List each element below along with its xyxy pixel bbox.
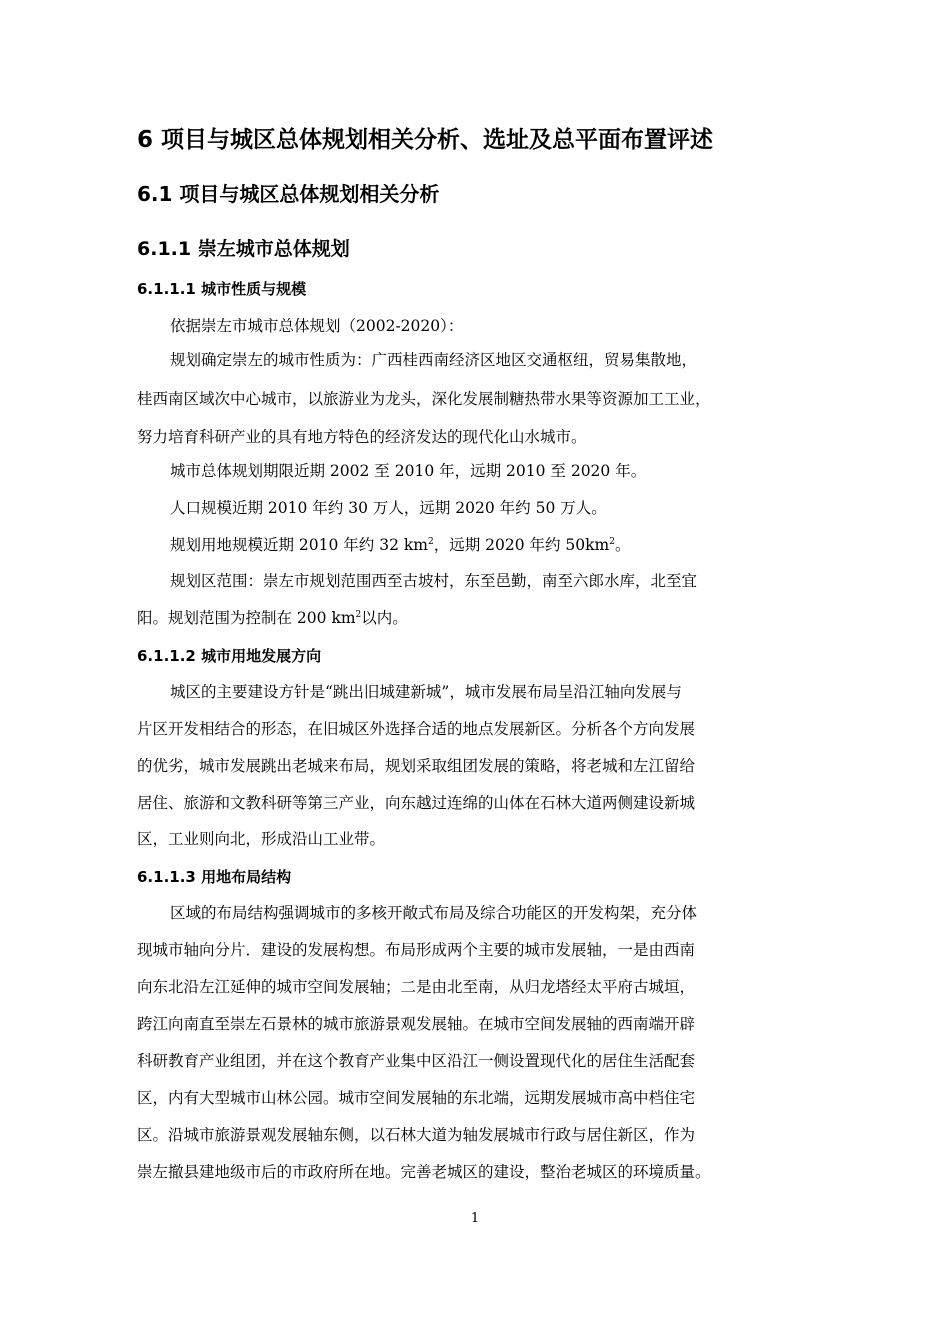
paragraph-line: 规划确定崇左的城市性质为：广西桂西南经济区地区交通枢纽，贸易集散地， [170,351,698,369]
page-number: 1 [470,1211,480,1226]
text-span: 。 [614,536,631,554]
paragraph-line: 区域的布局结构强调城市的多核开敞式布局及综合功能区的开发构架，充分体 [170,904,698,922]
paragraph-line: 跨江向南直至崇左石景林的城市旅游景观发展轴。在城市空间发展轴的西南端开辟 [137,1015,696,1033]
paragraph-line: 努力培育科研产业的具有地方特色的经济发达的现代化山水城市。 [137,428,587,446]
paragraph-line: 科研教育产业组团，并在这个教育产业集中区沿江一侧设置现代化的居住生活配套 [137,1052,696,1070]
paragraph-line: 居住、旅游和文教科研等第三产业，向东越过连绵的山体在石林大道两侧建设新城 [137,794,696,812]
chapter-heading: 6 项目与城区总体规划相关分析、选址及总平面布置评述 [137,127,714,153]
text-span: 以内。 [361,609,408,627]
text-span: 规划用地规模近期 2010 年约 32 km [170,536,428,554]
superscript: 2 [427,537,434,547]
paragraph-line [170,535,631,555]
paragraph-line: 规划区范围：崇左市规划范围西至古坡村，东至邑勤，南至六郎水库，北至宜 [170,572,698,590]
paragraph-line: 城市总体规划期限近期 2002 至 2010 年，远期 2010 至 2020 年。 [170,462,647,480]
paragraph-line: 片区开发相结合的形态，在旧城区外选择合适的地点发展新区。分析各个方向发展 [137,720,696,738]
paragraph-line: 区。沿城市旅游景观发展轴东侧，以石林大道为轴发展城市行政与居住新区，作为 [137,1126,696,1144]
subsubsection-heading-land-direction: 6.1.1.2 城市用地发展方向 [137,647,322,665]
text-span: 阳。规划范围为控制在 200 km [137,609,356,627]
paragraph-line: 城区的主要建设方针是“跳出旧城建新城”，城市发展布局呈沿江轴向发展与 [170,683,682,701]
paragraph-line: 人口规模近期 2010 年约 30 万人，远期 2020 年约 50 万人。 [170,499,607,517]
paragraph-line: 的优劣，城市发展跳出老城来布局，规划采取组团发展的策略，将老城和左江留给 [137,757,696,775]
paragraph-line [137,608,408,628]
subsubsection-heading-layout-structure: 6.1.1.3 用地布局结构 [137,868,292,886]
text-span: ，远期 2020 年约 50km [433,536,610,554]
section-heading: 6.1 项目与城区总体规划相关分析 [137,182,440,206]
paragraph-line: 向东北沿左江延伸的城市空间发展轴；二是由北至南，从归龙塔经太平府古城垣， [137,978,696,996]
paragraph-line: 崇左撤县建地级市后的市政府所在地。完善老城区的建设，整治老城区的环境质量。 [137,1163,711,1181]
paragraph-line: 桂西南区域次中心城市，以旅游业为龙头，深化发展制糖热带水果等资源加工工业， [137,390,711,408]
paragraph-line: 区，内有大型城市山林公园。城市空间发展轴的东北端，远期发展城市高中档住宅 [137,1089,696,1107]
superscript: 2 [355,610,362,620]
superscript: 2 [609,537,615,547]
subsubsection-heading-nature-scale: 6.1.1.1 城市性质与规模 [137,280,307,298]
paragraph-line: 依据崇左市城市总体规划（2002-2020）： [170,317,464,335]
subsection-heading: 6.1.1 崇左城市总体规划 [137,238,350,260]
paragraph-line: 区，工业则向北，形成沿山工业带。 [137,830,386,848]
paragraph-line: 现城市轴向分片．建设的发展构想。布局形成两个主要的城市发展轴，一是由西南 [137,941,696,959]
